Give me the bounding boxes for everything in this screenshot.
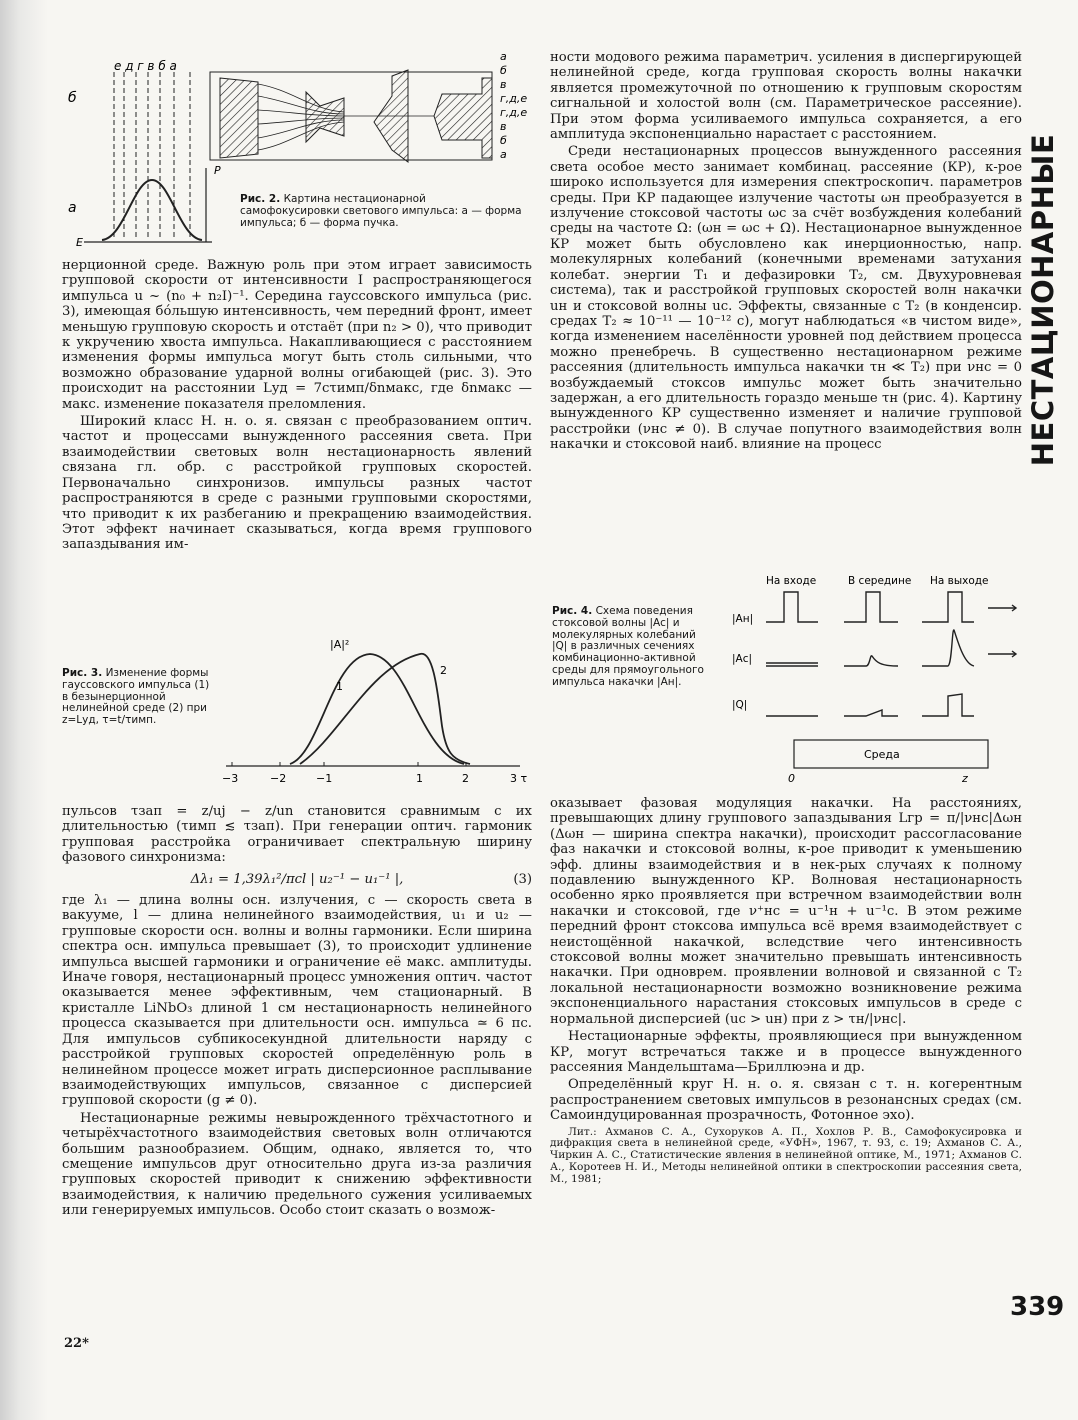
svg-text:б: б — [500, 134, 507, 147]
book-binding-shadow — [0, 0, 48, 1420]
svg-text:|Aн|: |Aн| — [732, 613, 754, 625]
right-paragraph-3: оказывает фазовая модуляция накачки. На расстояниях, превышающих длину группового запаздывания Lгр = π/|νнс|Δωн (Δωн — ширина спектра накачки), происходит рассогласование фаз накачки и стоксовой волны, к-рое приводит к уменьшению эфф. длины взаимодействия и в нек-рых случаях к полному подавлению вынужденного КР. Волновая нестационарность особенно ярко проявляется при встречном взаимодействии волн накачки и стоксовой, где ν⁺нс = u⁻¹н + u⁻¹с. В этом режиме передний фронт стоксова импульса всё время взаимодействует с неистощённой накачкой, вследствие чего интенсивность стоксовой волны может значительно превышать интенсивность накачки. При одноврем. проявлении волновой и связанной с T₂ локальной нестационарности возможно возникновение режима экспоненциального нарастания стоксовых импульсов в среде с нормальной дисперсией (uс > uн) при z > τн/|νнс|. — [550, 796, 1022, 1027]
fig3-curve-label-2: 2 — [440, 664, 447, 677]
svg-text:3 τ: 3 τ — [510, 772, 528, 785]
left-column-lower — [62, 804, 532, 1219]
svg-text:в: в — [500, 120, 507, 133]
fig3-caption-text: Изменение формы гауссовского импульса (1) в безынерционной нелинейной среде (2) при z=Lуд, τ=t/τимп. — [62, 667, 210, 727]
svg-text:б: б — [500, 64, 507, 77]
fig4-stokes-pulses — [766, 630, 1016, 666]
left-paragraph-1: нерционной среде. Важную роль при этом играет зависимость групповой скорости от интенсивности I распространяющегося импульса u ~ (n₀ + n₂I)⁻¹. Середина гауссовского импульса (рис. 3), имеющая бóльшую интенсивность, чем передний фронт, имеет меньшую групповую скорость и отстаёт (при n₂ > 0), что приводит к укручению хвоста импульса. Накапливающиеся с расстоянием изменения формы импульса могут быть столь сильными, что возможно образование ударной волны огибающей (рис. 3). Это происходит на расстоянии Lуд = 7cτимп/δnмакс, где δnмакс — макс. изменение показателя преломления. — [62, 258, 532, 412]
formula-3-number: (3) — [513, 871, 532, 887]
left-paragraph-3: пульсов τзап = z/uj − z/un становится сравнимым с их длительностью (τимп ≲ τзап). При генерации оптич. гармоник групповая расстройка ограничивает спектральную ширину фазового синхронизма: — [62, 804, 532, 866]
svg-text:2: 2 — [462, 772, 469, 785]
fig3-chart — [220, 636, 535, 790]
right-column-lower — [550, 796, 1022, 1186]
fig4-molecular-pulses — [766, 694, 974, 716]
svg-text:а: а — [500, 148, 507, 161]
svg-text:−1: −1 — [316, 772, 333, 785]
right-paragraph-5: Определённый круг Н. н. о. я. связан с т. н. когерентным распространением световых импульсов в резонансных средах (см. Самоиндуцированная прозрачность, Фотонное эхо). — [550, 1077, 1022, 1124]
svg-text:|Q|: |Q| — [732, 699, 748, 711]
fig4-row-labels — [732, 613, 753, 711]
fig2-label-a: а — [68, 200, 77, 216]
signature-mark: 22* — [64, 1336, 89, 1351]
fig2-hatch-exit — [434, 78, 492, 158]
running-head — [1010, 40, 1076, 560]
svg-text:в: в — [500, 78, 507, 91]
fig3-tick-labels — [222, 772, 527, 785]
fig4-caption-label: Рис. 4. — [552, 605, 593, 617]
fig3-curve-1 — [290, 654, 464, 764]
right-paragraph-1: ности модового режима параметрич. усиления в диспергирующей нелинейной среде, когда групповая скорость волны накачки является промежуточной по отношению к групповым скоростям сигнальной и холостой волн (см. Параметрическое рассеяние). При этом форма усиливаемого импульса сохраняется, а его амплитуда экспоненциально нарастает с расстоянием. — [550, 50, 1022, 143]
literature-list: Лит.: Ахманов С. А., Сухоруков А. П., Хохлов Р. В., Самофокусировка и дифракция света в нелинейной среде, «УФН», 1967, т. 93, с. 19; Ахманов С. А., Чиркин А. С., Статистические явления в нелинейной оптике, М., 1971; Ахманов С. А., Коротеев Н. И., Методы нелинейной оптики в спектроскопии рассеяния света, М., 1981; — [550, 1125, 1022, 1185]
fig2-hatch-mid — [306, 92, 344, 142]
left-paragraph-4: где λ₁ — длина волны осн. излучения, c — скорость света в вакууме, l — длина нелинейного взаимодействия, u₁ и u₂ — групповые скорости осн. волны и волны гармоники. Если ширина спектра осн. импульса превышает (3), то происходит удлинение импульса высшей гармоники и ограничение её макс. амплитуды. Иначе говоря, нестационарный процесс умножения оптич. частот оказывается менее эффективным, чем стационарный. В кристалле LiNbO₃ длиной 1 см нестационарность нелинейного процесса сказывается при длительности осн. импульса ≃ 6 пс. Для импульсов субпикосекундной длительности наряду с расстройкой групповых скоростей определённую роль в нелинейном процессе может играть дисперсионное расплывание взаимодействующих импульсов, связанное с дисперсией групповой скорости (g ≠ 0). — [62, 893, 532, 1109]
fig2-caption-label: Рис. 2. — [240, 193, 281, 205]
fig2-caption-text: Картина нестационарной самофокусировки светового импульса: а — форма импульса; б — форма пучка. — [240, 193, 522, 229]
left-paragraph-2: Широкий класс Н. н. о. я. связан с преобразованием оптич. частот и процессами вынужденного рассеяния света. При взаимодействии световых волн нестационарность явлений связана гл. обр. с расстройкой групповых скоростей. Первоначально синхронизов. импульсы разных частот распространяются в среде с разными групповыми скоростями, что приводит к их разбеганию и прекращению взаимодействия. Этот эффект начинает сказываться, когда время группового запаздывания им- — [62, 414, 532, 553]
fig2-label-b: б — [68, 90, 77, 106]
fig4-col-headers — [766, 575, 989, 587]
fig2-top-letters: е д г в б а — [114, 59, 177, 73]
right-paragraph-4: Нестационарные эффекты, проявляющиеся при вынужденном КР, могут встречаться также и в процессе вынужденного рассеяния Мандельштама—Бриллюэна и др. — [550, 1029, 1022, 1075]
fig4-pump-pulses — [766, 592, 1016, 622]
fig3-ylabel: |A|² — [330, 638, 350, 651]
fig4-axis-start: 0 — [788, 772, 795, 785]
svg-text:В середине: В середине — [848, 575, 912, 587]
svg-text:г,д,е: г,д,е — [500, 106, 528, 119]
formula-3-body: Δλ₁ = 1,39λ₁²/πcl | u₂⁻¹ − u₁⁻¹ |, — [190, 871, 404, 887]
fig3-caption — [62, 668, 217, 727]
fig2-pulse-curve — [102, 180, 202, 240]
fig2-right-letters — [500, 50, 527, 161]
svg-text:−2: −2 — [270, 772, 287, 785]
fig3-caption-label: Рис. 3. — [62, 667, 103, 679]
right-paragraph-2: Среди нестационарных процессов вынужденного рассеяния света особое место занимает комбинац. рассеяние (КР), к-рое широко используется для измерения спектроскопич. параметров среды. При КР падающее излучение частоты ωн преобразуется в излучение стоксовой частоты ωс за счёт возбуждения колебаний среды на частоте Ω: (ωн = ωс + Ω). Нестационарное вынужденное КР может быть обусловлено как инерционностью, напр. молекулярных колебаний (конечными временами затухания колебат. энергии T₁ и дефазировки T₂, см. Двухуровневая система), так и расстройкой групповых скоростей волн накачки uн и стоксовой волны uс. Эффекты, связанные с T₂ (в конденсир. средах T₂ ≈ 10⁻¹¹ — 10⁻¹² с), могут наблюдаться «в чистом виде», когда изменением населённости уровней под действием процесса можно пренебречь. В существенно нестационарном режиме рассеяния (длительность импульса накачки τн ≪ T₂) при νнс = 0 возбуждаемый стоксов импульс может быть значительно задержан, а его длительность гораздо меньше τн (рис. 4). Картину вынужденного КР существенно изменяет и наличие групповой расстройки (νнс ≠ 0). В случае попутного взаимодействия волн накачки и стоксовой наиб. влияние на процесс — [550, 144, 1022, 453]
svg-text:1: 1 — [416, 772, 423, 785]
fig3-curve-label-1: 1 — [336, 680, 343, 693]
left-paragraph-5: Нестационарные режимы невырожденного трёхчастотного и четырёхчастотного взаимодействия световых волн отличаются большим разнообразием. Общим, однако, является то, что смещение импульсов друг относительно друга из-за различия групповых скоростей приводит к снижению эффективности взаимодействия, к наличию предельного сужения усиливаемых или генерируемых импульсов. Особо стоит сказать о возмож- — [62, 1110, 532, 1219]
svg-text:а: а — [500, 50, 507, 63]
fig2-hatch-entry — [220, 78, 258, 158]
fig2-label-p: P — [214, 164, 221, 177]
svg-text:|Aс|: |Aс| — [732, 653, 753, 665]
fig4-diagram — [726, 570, 1026, 790]
left-column-upper — [62, 258, 532, 553]
fig4-caption — [552, 606, 712, 689]
page-number: 339 — [1010, 1292, 1065, 1322]
svg-text:г,д,е: г,д,е — [500, 92, 528, 105]
right-column-upper — [550, 50, 1022, 453]
fig2-label-e: E — [76, 236, 83, 249]
formula-3 — [62, 872, 532, 887]
svg-text:На входе: На входе — [766, 575, 817, 587]
fig4-medium-label: Среда — [864, 748, 900, 761]
svg-text:−3: −3 — [222, 772, 239, 785]
svg-text:На выходе: На выходе — [930, 575, 989, 587]
fig4-caption-text: Схема поведения стоксовой волны |Aс| и молекулярных колебаний |Q| в различных сечениях комбинационно-активной среды для прямоугольного импульса накачки |Aн|. — [552, 605, 704, 688]
fig2-caption — [240, 194, 525, 229]
fig4-axis-end: z — [962, 772, 968, 785]
running-head-text: НЕСТАЦИОНАРНЫЕ — [1026, 133, 1060, 467]
